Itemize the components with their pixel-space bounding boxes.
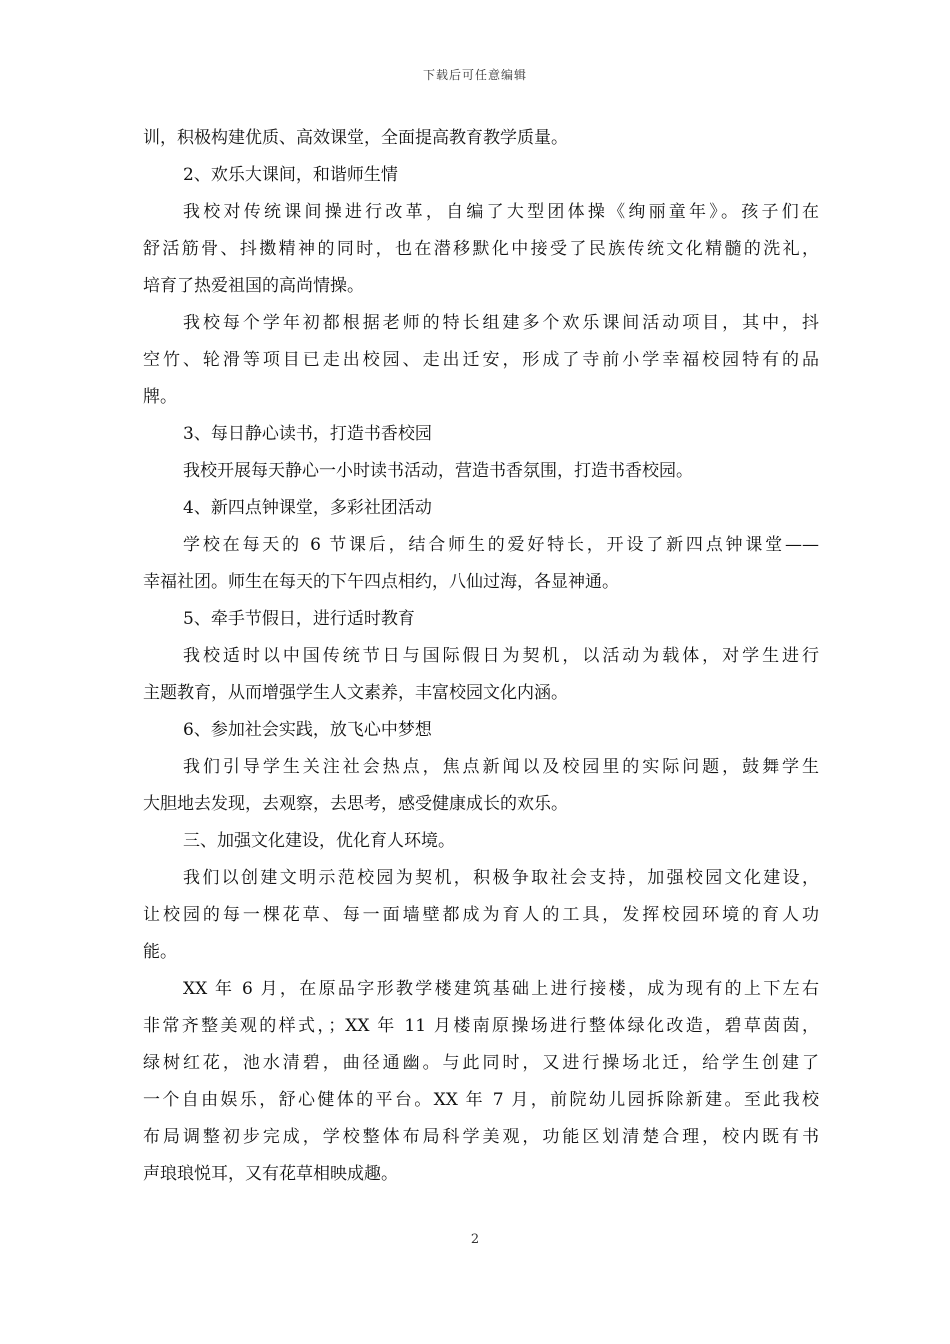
text-line: 5、牵手节假日，进行适时教育	[183, 609, 415, 629]
page-number: 2	[470, 1232, 480, 1247]
text-line: 我校对传统课间操进行改革，自编了大型团体操《绚丽童年》。孩子们在	[183, 202, 819, 222]
text-line: 主题教育，从而增强学生人文素养，丰富校园文化内涵。	[143, 683, 568, 703]
page-header: 下载后可任意编辑	[422, 68, 527, 82]
text-line: 我校每个学年初都根据老师的特长组建多个欢乐课间活动项目，其中，抖	[183, 313, 819, 333]
text-line: XX 年 6 月，在原品字形教学楼建筑基础上进行接楼，成为现有的上下左右	[183, 979, 819, 999]
text-line: 6、参加社会实践，放飞心中梦想	[183, 720, 432, 740]
text-line: 非常齐整美观的样式，；XX 年 11 月楼南原操场进行整体绿化改造，碧草茵茵，	[143, 1016, 819, 1036]
text-line: 我们以创建文明示范校园为契机，积极争取社会支持，加强校园文化建设，	[183, 868, 819, 888]
text-line: 我们引导学生关注社会热点，焦点新闻以及校园里的实际问题，鼓舞学生	[183, 757, 819, 777]
text-line: 幸福社团。师生在每天的下午四点相约，八仙过海，各显神通。	[143, 572, 619, 592]
text-line: 一个自由娱乐，舒心健体的平台。XX 年 7 月，前院幼儿园拆除新建。至此我校	[143, 1090, 819, 1110]
text-line: 学校在每天的 6 节课后，结合师生的爱好特长，开设了新四点钟课堂——	[183, 535, 819, 555]
text-line: 绿树红花，池水清碧，曲径通幽。与此同时，又进行操场北迁，给学生创建了	[143, 1053, 819, 1073]
document-body	[143, 120, 819, 1193]
text-line: 能。	[143, 942, 177, 962]
text-line: 牌。	[143, 387, 177, 407]
text-line: 培育了热爱祖国的高尚情操。	[143, 276, 364, 296]
text-line: 声琅琅悦耳，又有花草相映成趣。	[143, 1164, 398, 1184]
text-line: 2、欢乐大课间，和谐师生情	[183, 165, 398, 185]
text-line: 空竹、轮滑等项目已走出校园、走出迁安，形成了寺前小学幸福校园特有的品	[143, 350, 819, 370]
text-line: 训，积极构建优质、高效课堂，全面提高教育教学质量。	[143, 128, 568, 148]
text-line: 大胆地去发现，去观察，去思考，感受健康成长的欢乐。	[143, 794, 568, 814]
text-line: 三、加强文化建设，优化育人环境。	[183, 831, 455, 851]
text-line: 我校适时以中国传统节日与国际假日为契机，以活动为载体，对学生进行	[183, 646, 819, 666]
text-line: 让校园的每一棵花草、每一面墙壁都成为育人的工具，发挥校园环境的育人功	[143, 905, 819, 925]
text-line: 3、每日静心读书，打造书香校园	[183, 424, 432, 444]
text-line: 我校开展每天静心一小时读书活动，营造书香氛围，打造书香校园。	[183, 461, 693, 481]
text-line: 舒活筋骨、抖擞精神的同时，也在潜移默化中接受了民族传统文化精髓的洗礼，	[143, 239, 819, 259]
text-line: 布局调整初步完成，学校整体布局科学美观，功能区划清楚合理，校内既有书	[143, 1127, 819, 1147]
text-line: 4、新四点钟课堂，多彩社团活动	[183, 498, 432, 518]
